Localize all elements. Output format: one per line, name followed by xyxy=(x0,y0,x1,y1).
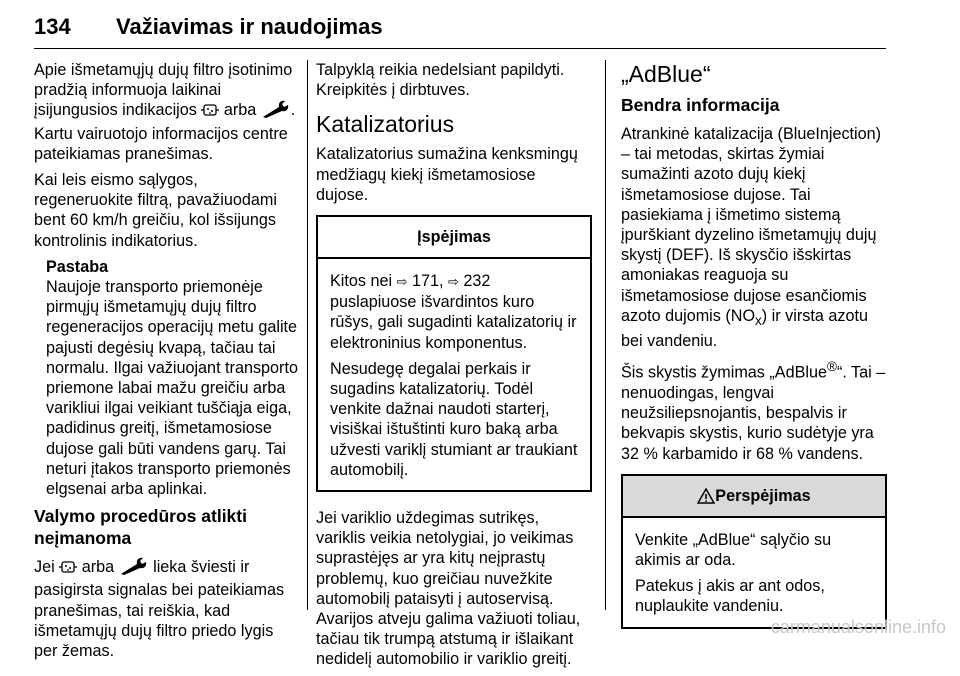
paragraph: Atrankinė katalizacija (BlueInjection) – tai metodas, skirtas žymiai sumažinti azoto dujų kiekį išmetamosiose dujose. Tai pasiekiama į išmetimo sistemą įpurškiant dyzelino išmetamųjų dujų skystį (DEF). Iš skysčio išskirtas amoniakas reaguoja su išmetamosiose dujose esančiomis azoto dujomis $(NO_x)$ ir virsta azotu bei vandeniu. xyxy=(621,125,882,351)
note-block xyxy=(46,257,300,499)
caution-header xyxy=(623,476,885,518)
paragraph: Katalizatorius sumažina kenksmingų medžiagų kiekį išmetamosiose dujose. xyxy=(316,145,578,204)
section-heading: Katalizatorius xyxy=(316,111,455,138)
paragraph: Kitos nei ⇨ 171, ⇨ 232 puslapiuose išvardintos kuro rūšys, gali sugadinti katalizatorių ir elektroninius komponentus. xyxy=(330,272,577,352)
caution-box xyxy=(621,474,887,629)
exhaust-filter-icon xyxy=(59,559,77,580)
sub-heading: Bendra informacija xyxy=(621,95,780,115)
column-1 xyxy=(34,60,300,667)
header-rule xyxy=(34,48,886,49)
section-heading: „AdBlue“ xyxy=(621,61,711,87)
page-number: 134 xyxy=(34,14,71,39)
section-heading: Valymo procedūros atlikti neįmanoma xyxy=(34,506,247,549)
warning-body xyxy=(318,259,590,490)
paragraph: Talpyklą reikia nedelsiant papildyti. Kreipkitės į dirbtuves. xyxy=(316,61,565,100)
warning-box xyxy=(316,215,592,492)
paragraph: Jei variklio uždegimas sutrikęs, variklis veikia netolygiai, jo veikimas suprastėjęs ar yra kitų neįprastų problemų, kuo greičiau nuvežkite automobilį pataisyti į autoservisą. Avarijos atveju galima važiuoti toliau, tačiau tik trumpą atstumą ir išlaikant nedidelį automobilio ir variklio greitį. xyxy=(316,509,581,669)
note-body: Naujoje transporto priemonėje pirmųjų išmetamųjų dujų filtro regeneracijos operacijų metu galite pajusti degėsių kvapą, tačiau tai normalu. Ilgai važiuojant transporto priemone labai mažu greičiu arba varikliui ilgai veikiant tuščiąja eiga, padidinus greitį, išmetamosiose dujose gali būti vandens garų. Tai neturi įtakos transporto priemonės elgsenai arba aplinkai. xyxy=(46,278,298,499)
page-ref-arrow-icon: ⇨ xyxy=(396,274,408,290)
column-divider xyxy=(307,60,308,610)
note-title: Pastaba xyxy=(46,257,109,276)
wrench-icon xyxy=(261,100,291,123)
wrench-icon xyxy=(119,557,149,580)
page-ref-arrow-icon: ⇨ xyxy=(448,274,459,290)
column-3 xyxy=(621,60,887,645)
paragraph: Kai leis eismo sąlygos, regeneruokite filtrą, pavažiuodami bent 60 km/h greičiu, kol išsijungs kontrolinis indikatorius. xyxy=(34,171,277,250)
warning-triangle-icon xyxy=(697,479,715,519)
page-header xyxy=(34,10,886,50)
paragraph: Nesudegę degalai perkais ir sugadins katalizatorių. Todėl venkite dažnai naudoti starterį, visiškai ištuštinti kuro baką arba užvesti variklį stumiant ar traukiant automobilį. xyxy=(330,359,578,479)
page-reference[interactable]: 171 xyxy=(412,272,440,291)
caution-body xyxy=(623,518,885,627)
column-divider xyxy=(605,60,606,610)
paragraph: Šis skystis žymimas „AdBlue®“. Tai – nenuodingas, lengvai neužsiliepsnojantis, bespalvis ir bekvapis skystis, kurio sudėtyje yra 32 % karbamido ir 68 % vandens. xyxy=(621,359,886,463)
paragraph: Apie išmetamųjų dujų filtro įsotinimo pradžią informuoja laikinai įsijungusios indikacijos arba . Kartu vairuotojo informacijos centre pateikiamas pranešimas. xyxy=(34,61,296,163)
paragraph: Venkite „AdBlue“ sąlyčio su akimis ar oda. xyxy=(635,530,832,570)
column-2 xyxy=(316,60,592,676)
paragraph: Jei arba lieka šviesti ir pasigirsta signalas bei pateikiamas pranešimas, tai reiškia, kad išmetamųjų dujų filtro priedo lygis per žemas. xyxy=(34,558,285,661)
caution-title: Perspėjimas xyxy=(715,486,811,505)
page-reference[interactable]: 232 xyxy=(463,272,491,291)
watermark: carmanualsonline.info xyxy=(770,617,946,637)
warning-title: Įspėjimas xyxy=(318,217,590,259)
exhaust-filter-icon xyxy=(201,102,219,123)
paragraph: Patekus į akis ar ant odos, nuplaukite vandeniu. xyxy=(635,577,825,616)
page-title: Važiavimas ir naudojimas xyxy=(116,14,383,39)
